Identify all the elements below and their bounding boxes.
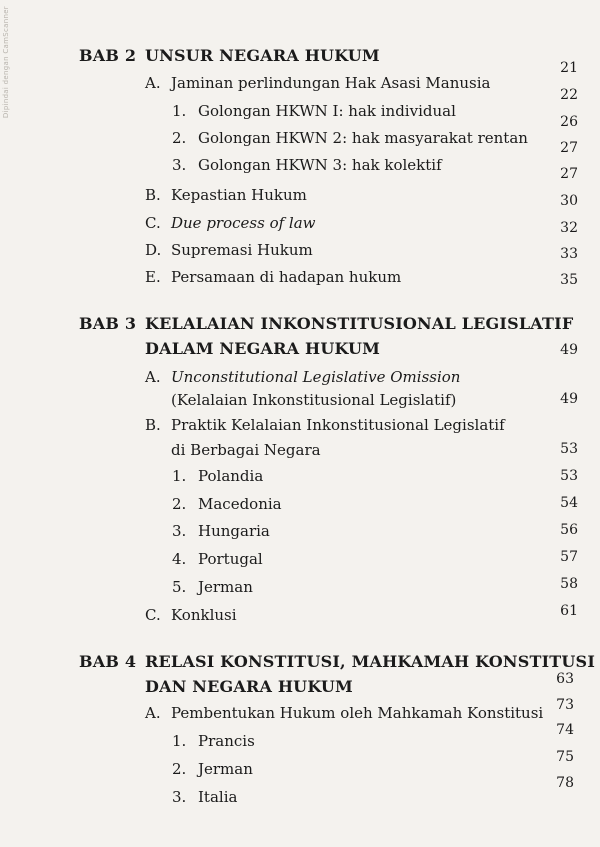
page-number: 22 bbox=[560, 87, 578, 103]
entry-text: Pembentukan Hukum oleh Mahkamah Konstitusi bbox=[171, 704, 544, 722]
page-number: 63 bbox=[556, 671, 574, 687]
entry-text: Unconstitutional Legislative Omission bbox=[171, 368, 461, 386]
page-number: 27 bbox=[560, 166, 578, 182]
page-number: 35 bbox=[560, 272, 578, 288]
entry-text: Italia bbox=[198, 788, 238, 806]
page-number: 73 bbox=[556, 697, 574, 713]
entry-label: 2. bbox=[172, 760, 187, 778]
entry-label: A. bbox=[145, 704, 161, 722]
page-number: 49 bbox=[560, 391, 578, 407]
chapter-number: BAB 4 bbox=[79, 652, 137, 671]
page-number: 75 bbox=[556, 749, 574, 765]
entry-text: Prancis bbox=[198, 732, 255, 750]
entry-text: Jerman bbox=[198, 578, 253, 596]
chapter-number: BAB 2 bbox=[79, 46, 137, 65]
entry-text: Persamaan di hadapan hukum bbox=[171, 268, 402, 286]
scanner-watermark: Dipindai dengan CamScanner bbox=[2, 6, 10, 119]
page-number: 49 bbox=[560, 342, 578, 358]
page-number: 58 bbox=[560, 576, 578, 592]
page-number: 53 bbox=[560, 441, 578, 457]
entry-label: 3. bbox=[172, 522, 187, 540]
entry-label: B. bbox=[145, 416, 161, 434]
entry-label: 3. bbox=[172, 788, 187, 806]
entry-text-line2: (Kelalaian Inkonstitusional Legislatif) bbox=[171, 391, 457, 409]
entry-label: C. bbox=[145, 606, 161, 624]
chapter-title-line1: KELALAIAN INKONSTITUSIONAL LEGISLATIF bbox=[145, 314, 574, 333]
entry-label: E. bbox=[145, 268, 161, 286]
entry-text: Portugal bbox=[198, 550, 263, 568]
entry-text: Supremasi Hukum bbox=[171, 241, 313, 259]
entry-text: Polandia bbox=[198, 467, 264, 485]
page-number: 78 bbox=[556, 775, 574, 791]
page-number: 54 bbox=[560, 495, 578, 511]
entry-text: Golongan HKWN 3: hak kolektif bbox=[198, 156, 442, 174]
page-number: 61 bbox=[560, 603, 578, 619]
page-number: 74 bbox=[556, 722, 574, 738]
chapter-number: BAB 3 bbox=[79, 314, 137, 333]
entry-label: 3. bbox=[172, 156, 187, 174]
entry-text: Jerman bbox=[198, 760, 253, 778]
page-number: 32 bbox=[560, 220, 578, 236]
entry-label: 4. bbox=[172, 550, 187, 568]
entry-label: A. bbox=[145, 74, 161, 92]
entry-label: 1. bbox=[172, 102, 187, 120]
entry-label: 2. bbox=[172, 129, 187, 147]
entry-label: B. bbox=[145, 186, 161, 204]
chapter-title: UNSUR NEGARA HUKUM bbox=[145, 46, 380, 65]
entry-text: Jaminan perlindungan Hak Asasi Manusia bbox=[171, 74, 491, 92]
entry-text: Kepastian Hukum bbox=[171, 186, 307, 204]
entry-text: Hungaria bbox=[198, 522, 270, 540]
page-number: 27 bbox=[560, 140, 578, 156]
entry-label: C. bbox=[145, 214, 161, 232]
entry-label: 5. bbox=[172, 578, 187, 596]
entry-label: 1. bbox=[172, 732, 187, 750]
entry-label: 2. bbox=[172, 495, 187, 513]
chapter-title-line2: DAN NEGARA HUKUM bbox=[145, 677, 353, 696]
entry-label: 1. bbox=[172, 467, 187, 485]
entry-text-line2: di Berbagai Negara bbox=[171, 441, 321, 459]
entry-text: Golongan HKWN I: hak individual bbox=[198, 102, 456, 120]
chapter-title-line1: RELASI KONSTITUSI, MAHKAMAH KONSTITUSI bbox=[145, 652, 595, 671]
chapter-title-line2: DALAM NEGARA HUKUM bbox=[145, 339, 381, 358]
page-number: 21 bbox=[560, 60, 578, 76]
entry-label: A. bbox=[145, 368, 161, 386]
page-number: 26 bbox=[560, 114, 578, 130]
page-number: 33 bbox=[560, 246, 578, 262]
page-number: 53 bbox=[560, 468, 578, 484]
entry-text: Golongan HKWN 2: hak masyarakat rentan bbox=[198, 129, 528, 147]
entry-text: Due process of law bbox=[171, 214, 316, 232]
entry-label: D. bbox=[145, 241, 162, 259]
entry-text: Macedonia bbox=[198, 495, 282, 513]
entry-text: Praktik Kelalaian Inkonstitusional Legislatif bbox=[171, 416, 505, 434]
page-number: 56 bbox=[560, 522, 578, 538]
entry-text: Konklusi bbox=[171, 606, 237, 624]
page-number: 30 bbox=[560, 193, 578, 209]
page-number: 57 bbox=[560, 549, 578, 565]
